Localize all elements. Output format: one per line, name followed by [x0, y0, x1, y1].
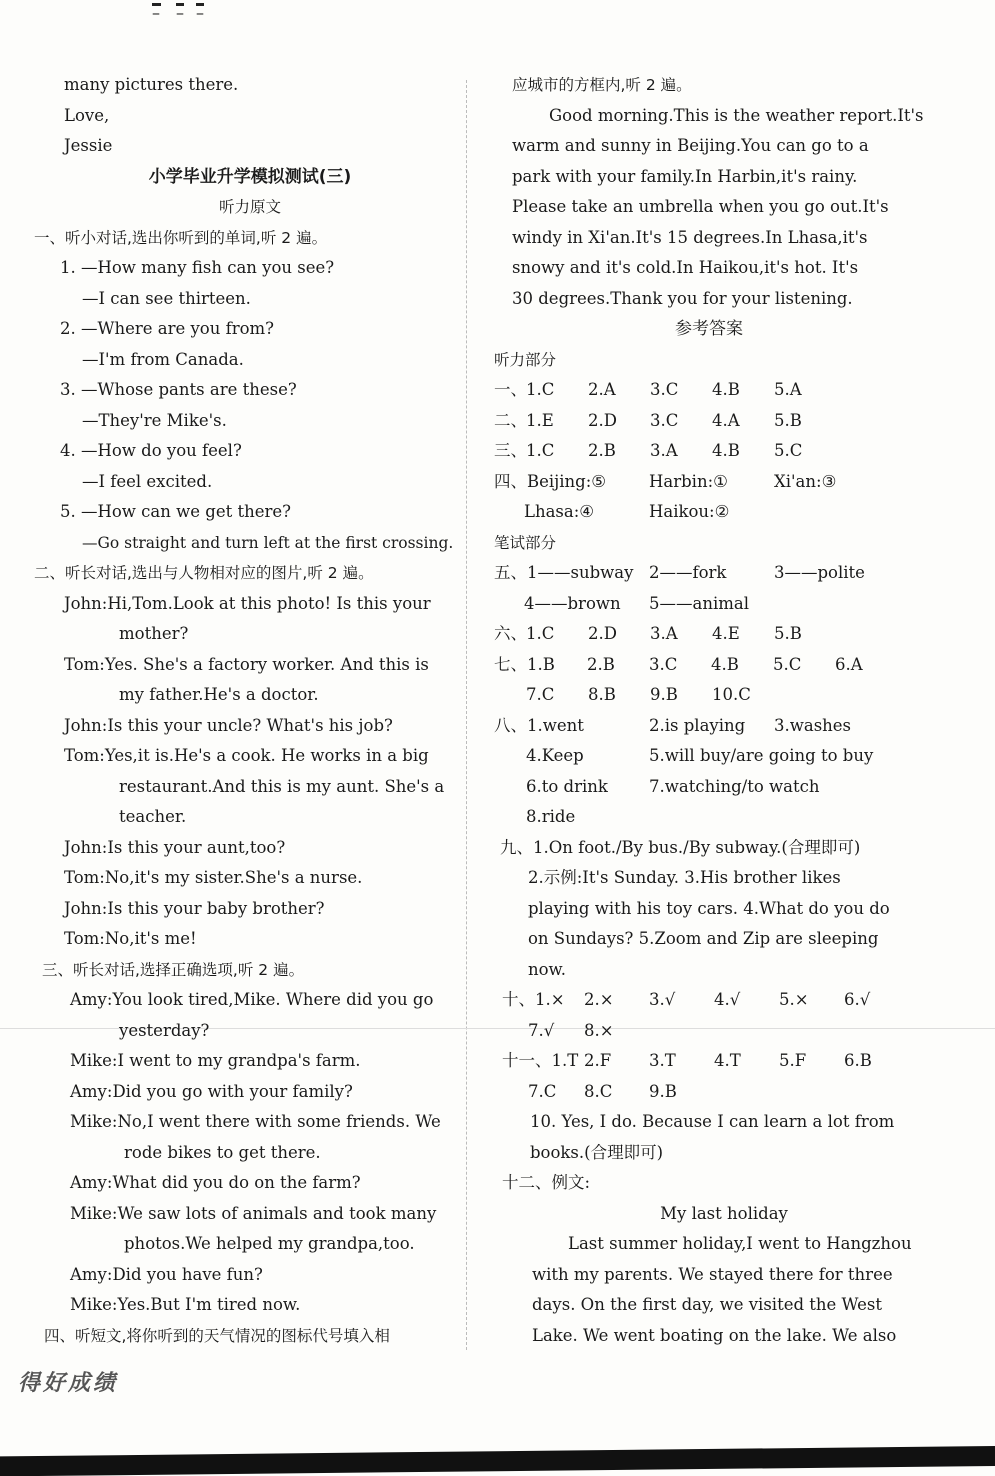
- answer-item: 7.C: [526, 685, 555, 704]
- answer-row-part8-cont: [494, 741, 924, 772]
- answer-lead: 二、: [494, 410, 527, 430]
- answer-row-part11: [494, 1046, 924, 1077]
- answer-line-part9: playing with his toy cars. 4.What do you do: [528, 898, 890, 918]
- answer-item: 5.C: [774, 441, 803, 460]
- dialogue-line: Tom:No,it's my sister.She's a nurse.: [64, 868, 363, 887]
- answer-item: 3.C: [650, 380, 679, 399]
- answer-line-part11: books.(合理即可): [530, 1142, 664, 1162]
- answer-item: 4.B: [712, 441, 740, 460]
- dialogue-line: Amy:What did you do on the farm?: [70, 1173, 361, 1192]
- part12-label: 十二、例文:: [502, 1173, 591, 1192]
- dialogue-line: Mike:No,I went there with some friends. We: [70, 1112, 441, 1131]
- dialogue-line: John:Hi,Tom.Look at this photo! Is this your: [64, 593, 431, 613]
- column-divider: [466, 80, 467, 1350]
- answer-item: 3.C: [650, 410, 679, 430]
- dialogue-line: my father.He's a doctor.: [119, 685, 319, 704]
- answer-row-part10-cont: [494, 1016, 924, 1047]
- answers-title: 参考答案: [675, 319, 743, 339]
- answer-row-part7: [494, 650, 924, 681]
- top-mark: –: [196, 3, 204, 22]
- answer-lead: 一、: [494, 380, 527, 399]
- answer-item: 6.√: [844, 990, 871, 1009]
- answer-line-part11: 10. Yes, I do. Because I can learn a lot from: [530, 1112, 895, 1131]
- dialogue-line: mother?: [119, 624, 189, 643]
- part4-instruction: 四、听短文,将你听到的天气情况的图标代号填入相: [44, 1326, 390, 1345]
- answer-item: 4.A: [712, 410, 740, 430]
- answer-item: 4.√: [714, 990, 741, 1009]
- test-title: 小学毕业升学模拟测试(三): [148, 166, 352, 187]
- dialogue-line: rode bikes to get there.: [124, 1142, 321, 1162]
- dialogue-line: Amy:You look tired,Mike. Where did you go: [70, 990, 434, 1009]
- weather-report-line: park with your family.In Harbin,it's rainy.: [512, 166, 858, 186]
- dialogue-line: John:Is this your baby brother?: [64, 898, 325, 918]
- answer-item: 7.C: [528, 1081, 557, 1101]
- listening-script-title: 听力原文: [218, 198, 281, 216]
- answer-row-part8-cont: [494, 802, 924, 833]
- answer-item: Harbin:①: [649, 471, 728, 491]
- top-marks: [152, 0, 212, 22]
- answer-item: 6.to drink: [526, 776, 608, 796]
- answer-item: 3.√: [649, 990, 676, 1009]
- answer-item: Haikou:②: [649, 502, 730, 521]
- answer-item: 五、1——subway: [494, 563, 634, 582]
- dialogue-question: 4. —How do you feel?: [60, 441, 242, 460]
- answer-row-part8-cont: [494, 772, 924, 803]
- dialogue-answer: —They're Mike's.: [82, 410, 227, 430]
- footer-logo: 得好成绩: [18, 1370, 119, 1396]
- part4-instruction-continued: 应城市的方框内,听 2 遍。: [512, 76, 692, 94]
- essay-line: Lake. We went boating on the lake. We also: [532, 1325, 897, 1345]
- answer-item: 2.B: [587, 654, 615, 674]
- answer-item: 四、Beijing:⑤: [494, 471, 607, 491]
- answer-item: 3.T: [649, 1051, 676, 1070]
- answer-row-part3: [494, 436, 924, 467]
- answer-line-part9: now.: [528, 959, 566, 979]
- essay-title: My last holiday: [660, 1203, 788, 1223]
- dialogue-line: Mike:Yes.But I'm tired now.: [70, 1295, 301, 1314]
- answer-row-part5: [494, 558, 924, 589]
- answer-item: 七、1.B: [494, 654, 555, 674]
- answer-item: 3.C: [649, 654, 678, 674]
- answer-row-part7-cont: [494, 680, 924, 711]
- part1-instruction: 一、听小对话,选出你听到的单词,听 2 遍。: [34, 228, 328, 247]
- answer-row-part5-cont: [494, 589, 924, 620]
- bottom-scan-edge: [0, 1446, 995, 1476]
- answer-lead: 三、: [494, 441, 527, 460]
- answer-item: 2.is playing: [649, 715, 746, 735]
- answer-row-part10: [494, 985, 924, 1016]
- answer-item: 十一、1.T: [502, 1051, 579, 1070]
- answer-item: 5.B: [774, 624, 802, 643]
- answer-item: 3.A: [650, 624, 678, 643]
- answer-item: 4——brown: [524, 593, 621, 613]
- answer-row-part2: [494, 406, 924, 437]
- essay-line: with my parents. We stayed there for three: [532, 1264, 893, 1284]
- answer-item: 5.will buy/are going to buy: [649, 746, 874, 765]
- answer-item: 5.B: [774, 410, 802, 430]
- dialogue-question: 2. —Where are you from?: [60, 319, 275, 338]
- answer-item: 八、1.went: [494, 715, 584, 735]
- answer-item: 2.D: [588, 410, 617, 430]
- answer-item: 8.×: [584, 1020, 614, 1040]
- essay-line: days. On the first day, we visited the West: [532, 1295, 883, 1314]
- answer-row-part6: [494, 619, 924, 650]
- dialogue-line: Mike:We saw lots of animals and took many: [70, 1203, 437, 1223]
- answer-item: 4.T: [714, 1051, 741, 1070]
- essay-line: Last summer holiday,I went to Hangzhou: [568, 1234, 912, 1253]
- answer-item: Xi'an:③: [774, 471, 837, 491]
- dialogue-line: restaurant.And this is my aunt. She's a: [119, 776, 445, 796]
- top-mark: –: [152, 3, 160, 22]
- weather-report-line: Good morning.This is the weather report.It's: [549, 105, 924, 125]
- dialogue-line: Tom:No,it's me!: [64, 929, 197, 948]
- answer-item: 6.B: [844, 1051, 872, 1070]
- answer-line-part9: 九、1.On foot./By bus./By subway.(合理即可): [500, 837, 861, 857]
- answer-item: 5.A: [774, 380, 802, 399]
- dialogue-answer: —Go straight and turn left at the first crossing.: [82, 533, 454, 552]
- dialogue-line: teacher.: [119, 807, 187, 826]
- letter-line: many pictures there.: [64, 75, 239, 94]
- dialogue-question: 5. —How can we get there?: [60, 502, 291, 521]
- weather-report-line: windy in Xi'an.It's 15 degrees.In Lhasa,it's: [512, 227, 868, 247]
- dialogue-answer: —I feel excited.: [82, 471, 213, 491]
- weather-report-line: Please take an umbrella when you go out.It's: [512, 197, 889, 216]
- answer-item: 4.B: [712, 380, 740, 399]
- answer-item: 1.C: [526, 380, 555, 399]
- answer-item: 2.F: [584, 1051, 612, 1070]
- part2-instruction: 二、听长对话,选出与人物相对应的图片,听 2 遍。: [34, 564, 374, 582]
- answer-item: 2.D: [588, 624, 617, 643]
- answer-item: 8.ride: [526, 807, 576, 826]
- answer-item: 2——fork: [649, 563, 727, 582]
- answer-item: 8.C: [584, 1081, 613, 1101]
- answer-row-part8: [494, 711, 924, 742]
- answer-item: 10.C: [712, 685, 751, 704]
- answer-item: 6.A: [835, 654, 863, 674]
- letter-line: Jessie: [64, 136, 113, 155]
- dialogue-answer: —I can see thirteen.: [82, 288, 251, 308]
- left-column: [34, 70, 466, 1351]
- dialogue-line: John:Is this your aunt,too?: [64, 837, 286, 857]
- weather-report-line: warm and sunny in Beijing.You can go to a: [512, 136, 869, 155]
- answer-item: 1.E: [526, 410, 554, 430]
- dialogue-line: John:Is this your uncle? What's his job?: [64, 715, 393, 735]
- answer-item: 9.B: [649, 1081, 677, 1101]
- dialogue-question: 1. —How many fish can you see?: [60, 258, 335, 277]
- answer-item: 5.F: [779, 1051, 807, 1070]
- answer-item: 5.×: [779, 990, 809, 1009]
- dialogue-line: yesterday?: [119, 1020, 210, 1040]
- answer-item: 4.B: [711, 654, 739, 674]
- answer-item: 2.×: [584, 990, 614, 1009]
- answer-line-part9: 2.示例:It's Sunday. 3.His brother likes: [528, 868, 841, 887]
- answer-row-part4: [494, 467, 924, 498]
- dialogue-line: Mike:I went to my grandpa's farm.: [70, 1051, 361, 1070]
- dialogue-answer: —I'm from Canada.: [82, 349, 244, 369]
- weather-report-line: snowy and it's cold.In Haikou,it's hot. It's: [512, 258, 859, 277]
- answer-lead: 六、: [494, 624, 527, 643]
- answer-item: 3——polite: [774, 563, 865, 582]
- weather-report-line: 30 degrees.Thank you for your listening.: [512, 288, 853, 308]
- dialogue-line: Amy:Did you have fun?: [70, 1264, 263, 1284]
- answer-item: 4.Keep: [526, 746, 584, 765]
- letter-line: Love,: [64, 105, 110, 125]
- dialogue-question: 3. —Whose pants are these?: [60, 380, 297, 399]
- answer-row-part1: [494, 375, 924, 406]
- part3-instruction: 三、听长对话,选择正确选项,听 2 遍。: [42, 960, 305, 979]
- answer-item: 9.B: [650, 685, 678, 704]
- answer-item: 5.C: [773, 654, 802, 674]
- dialogue-line: photos.We helped my grandpa,too.: [124, 1234, 415, 1253]
- answer-item: 3.A: [650, 441, 678, 460]
- right-column: [494, 70, 924, 1351]
- dialogue-line: Tom:Yes,it is.He's a cook. He works in a big: [64, 746, 429, 765]
- answer-item: 8.B: [588, 685, 616, 704]
- answer-row-part11-cont: [494, 1077, 924, 1108]
- answer-item: 1.C: [526, 441, 555, 460]
- listening-section-label: 听力部分: [494, 350, 557, 369]
- answer-item: 十、1.×: [502, 990, 565, 1009]
- answer-item: Lhasa:④: [524, 502, 595, 521]
- top-mark: –: [176, 3, 184, 22]
- answer-item: 4.E: [712, 624, 740, 643]
- answer-item: 2.A: [588, 380, 616, 399]
- answer-line-part9: on Sundays? 5.Zoom and Zip are sleeping: [528, 929, 879, 948]
- dialogue-line: Tom:Yes. She's a factory worker. And this is: [64, 654, 429, 674]
- answer-item: 5——animal: [649, 593, 749, 613]
- answer-item: 1.C: [526, 624, 555, 643]
- answer-item: 7.√: [528, 1020, 555, 1040]
- answer-item: 2.B: [588, 441, 616, 460]
- answer-row-part4-cont: [494, 497, 924, 528]
- answer-item: 3.washes: [774, 715, 852, 735]
- answer-item: 7.watching/to watch: [649, 776, 820, 796]
- dialogue-line: Amy:Did you go with your family?: [70, 1081, 353, 1101]
- written-section-label: 笔试部分: [494, 533, 557, 552]
